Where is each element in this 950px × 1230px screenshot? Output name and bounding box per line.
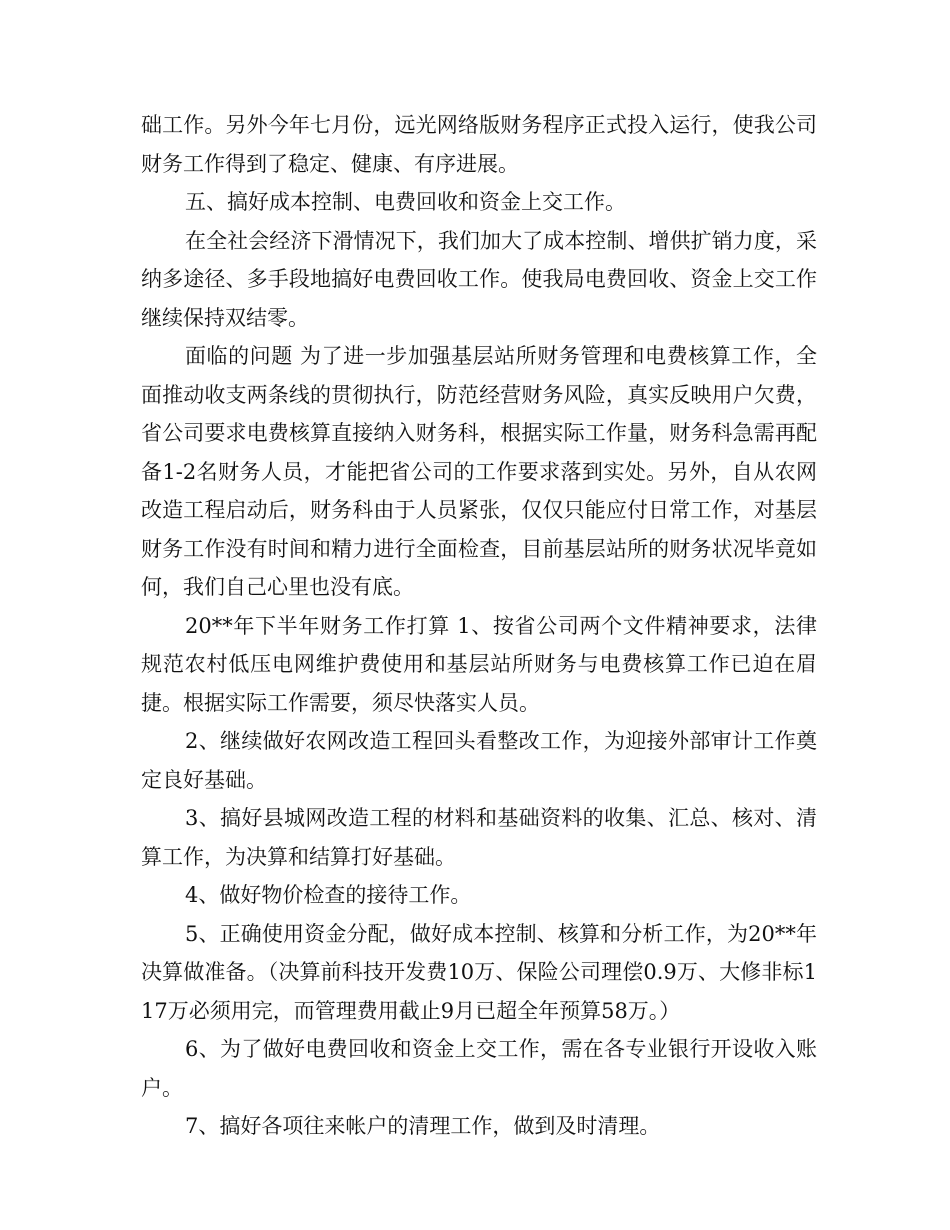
paragraph-7: 3、搞好县城网改造工程的材料和基础资料的收集、汇总、核对、清算工作，为决算和结算打好基础。 [141, 806, 817, 869]
paragraph-5: 20**年下半年财务工作打算 1、按省公司两个文件精神要求，法律规范农村低压电网维护费使用和基层站所财务与电费核算工作已迫在眉捷。根据实际工作需要，须尽快落实人员。 [141, 613, 817, 715]
paragraph-6: 2、继续做好农网改造工程回头看整改工作，为迎接外部审计工作奠定良好基础。 [141, 729, 817, 792]
paragraph-4: 面临的问题 为了进一步加强基层站所财务管理和电费核算工作，全面推动收支两条线的贯彻执行，防范经营财务风险，真实反映用户欠费，省公司要求电费核算直接纳入财务科，根据实际工作量，财务科急需再配备1-2名财务人员，才能把省公司的工作要求落到实处。另外，自从农网改造工程启动后，财务科由于人员紧张，仅仅只能应付日常工作，对基层财务工作没有时间和精力进行全面检查，目前基层站所的财务状况毕竟如何，我们自己心里也没有底。 [141, 344, 817, 599]
paragraph-10: 6、为了做好电费回收和资金上交工作，需在各专业银行开设收入账户。 [141, 1037, 817, 1100]
document-body [141, 106, 817, 1146]
paragraph-2: 五、搞好成本控制、电费回收和资金上交工作。 [185, 190, 626, 214]
paragraph-11: 7、搞好各项往来帐户的清理工作，做到及时清理。 [185, 1114, 661, 1138]
paragraph-3: 在全社会经济下滑情况下，我们加大了成本控制、增供扩销力度，采纳多途径、多手段地搞好电费回收工作。使我局电费回收、资金上交工作继续保持双结零。 [141, 228, 817, 330]
paragraph-8: 4、做好物价检查的接待工作。 [185, 883, 472, 907]
paragraph-9: 5、正确使用资金分配，做好成本控制、核算和分析工作，为20**年决算做准备。（决算前科技开发费10万、保险公司理偿0.9万、大修非标117万必须用完，而管理费用截止9月已超全年预算58万。） [141, 921, 817, 1023]
paragraph-1: 础工作。另外今年七月份，远光网络版财务程序正式投入运行，使我公司财务工作得到了稳定、健康、有序进展。 [141, 113, 817, 176]
